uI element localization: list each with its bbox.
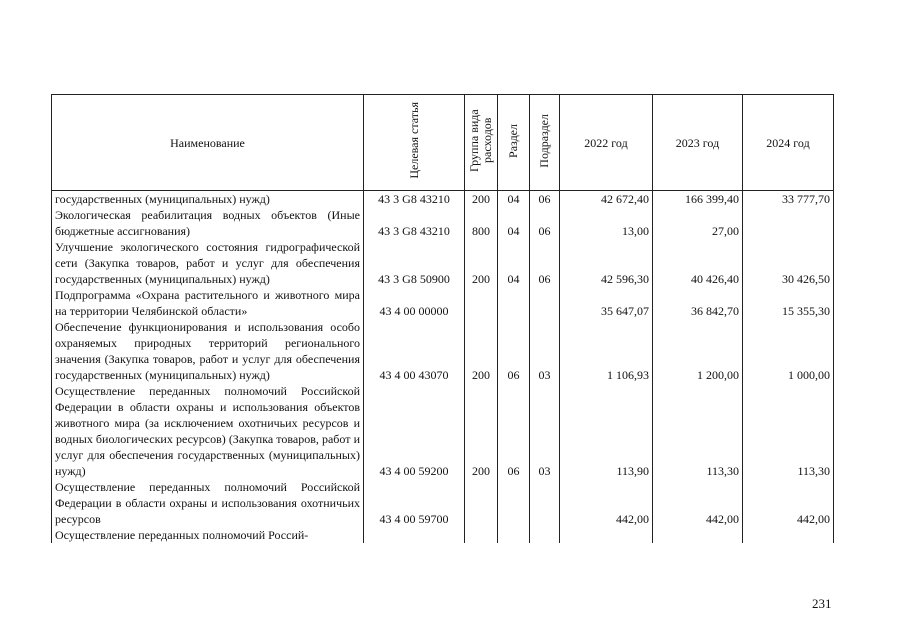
cell-group	[465, 479, 498, 527]
header-group-label: Группа вида расходов	[467, 109, 494, 172]
header-row	[52, 95, 834, 191]
cell-code: 43 3 G8 50900	[364, 239, 465, 287]
cell-name: Подпрограмма «Охрана растительного и животного мира на территории Челябинской области»	[52, 287, 364, 319]
cell-group: 200	[465, 319, 498, 383]
cell-y2023: 442,00	[653, 479, 743, 527]
cell-y2023: 40 426,40	[653, 239, 743, 287]
cell-subsection: 06	[530, 239, 560, 287]
cell-y2023: 36 842,70	[653, 287, 743, 319]
cell-subsection: 03	[530, 383, 560, 479]
cell-y2024	[743, 207, 834, 239]
cell-y2024: 30 426,50	[743, 239, 834, 287]
cell-name: Улучшение экологического состояния гидрографической сети (Закупка товаров, работ и услуг для обеспечения государственных (муниципальных) нужд)	[52, 239, 364, 287]
cell-code: 43 4 00 59200	[364, 383, 465, 479]
cell-name: Осуществление переданных полномочий Российской Федерации в области охраны и использования объектов животного мира (за исключением охотничьих ресурсов и водных биологических ресурсов) (Закупка товаров, работ и услуг для обеспечения государственных (муниципальных) нужд)	[52, 383, 364, 479]
cell-code: 43 4 00 43070	[364, 319, 465, 383]
cell-y2024: 442,00	[743, 479, 834, 527]
cell-group: 200	[465, 239, 498, 287]
table-row	[52, 287, 834, 319]
cell-name: Осуществление переданных полномочий Российской Федерации в области охраны и использования охотничьих ресурсов	[52, 479, 364, 527]
cell-subsection: 06	[530, 191, 560, 208]
cell-y2022: 113,90	[560, 383, 653, 479]
cell-subsection	[530, 527, 560, 543]
cell-y2022: 42 596,30	[560, 239, 653, 287]
cell-y2022	[560, 527, 653, 543]
cell-y2022: 442,00	[560, 479, 653, 527]
cell-group	[465, 287, 498, 319]
cell-y2024: 1 000,00	[743, 319, 834, 383]
header-name: Наименование	[52, 95, 364, 191]
cell-y2023: 113,30	[653, 383, 743, 479]
header-subsection	[530, 95, 560, 191]
header-subsection-label: Подраздел	[537, 113, 551, 168]
cell-code: 43 4 00 00000	[364, 287, 465, 319]
cell-y2023: 166 399,40	[653, 191, 743, 208]
cell-name: Обеспечение функционирования и использования особо охраняемых природных территорий регионального значения (Закупка товаров, работ и услуг для обеспечения государственных (муниципальных) нужд)	[52, 319, 364, 383]
table-row	[52, 207, 834, 239]
cell-y2022: 1 106,93	[560, 319, 653, 383]
header-2023: 2023 год	[653, 95, 743, 191]
cell-y2022: 13,00	[560, 207, 653, 239]
cell-code: 43 3 G8 43210	[364, 191, 465, 208]
cell-code: 43 3 G8 43210	[364, 207, 465, 239]
cell-subsection	[530, 479, 560, 527]
cell-group: 200	[465, 383, 498, 479]
cell-y2024: 33 777,70	[743, 191, 834, 208]
cell-y2022: 35 647,07	[560, 287, 653, 319]
table-row	[52, 527, 834, 543]
table-row	[52, 191, 834, 208]
cell-section	[498, 479, 530, 527]
header-section-label: Раздел	[506, 123, 520, 158]
cell-code: 43 4 00 59700	[364, 479, 465, 527]
cell-y2024	[743, 527, 834, 543]
cell-group: 200	[465, 191, 498, 208]
cell-subsection	[530, 287, 560, 319]
header-group	[465, 95, 498, 191]
table-row	[52, 239, 834, 287]
cell-name: Осуществление переданных полномочий Россий-	[52, 527, 364, 543]
cell-name: государственных (муниципальных) нужд)	[52, 191, 364, 208]
cell-y2023: 1 200,00	[653, 319, 743, 383]
header-target	[364, 95, 465, 191]
cell-y2023	[653, 527, 743, 543]
cell-section: 04	[498, 191, 530, 208]
cell-section: 06	[498, 383, 530, 479]
budget-table	[51, 94, 834, 543]
cell-code	[364, 527, 465, 543]
cell-name: Экологическая реабилитация водных объектов (Иные бюджетные ассигнования)	[52, 207, 364, 239]
cell-subsection: 03	[530, 319, 560, 383]
cell-group	[465, 527, 498, 543]
page-number: 231	[812, 596, 832, 611]
header-2024: 2024 год	[743, 95, 834, 191]
header-target-label: Целевая статья	[406, 102, 421, 179]
cell-group: 800	[465, 207, 498, 239]
cell-section: 06	[498, 319, 530, 383]
cell-y2023: 27,00	[653, 207, 743, 239]
header-2022: 2022 год	[560, 95, 653, 191]
table-row	[52, 319, 834, 383]
table-row	[52, 479, 834, 527]
cell-section	[498, 527, 530, 543]
cell-section	[498, 287, 530, 319]
cell-section: 04	[498, 207, 530, 239]
cell-y2024: 15 355,30	[743, 287, 834, 319]
table-row	[52, 383, 834, 479]
cell-y2024: 113,30	[743, 383, 834, 479]
header-section	[498, 95, 530, 191]
table-body	[52, 191, 834, 544]
cell-y2022: 42 672,40	[560, 191, 653, 208]
cell-section: 04	[498, 239, 530, 287]
cell-subsection: 06	[530, 207, 560, 239]
